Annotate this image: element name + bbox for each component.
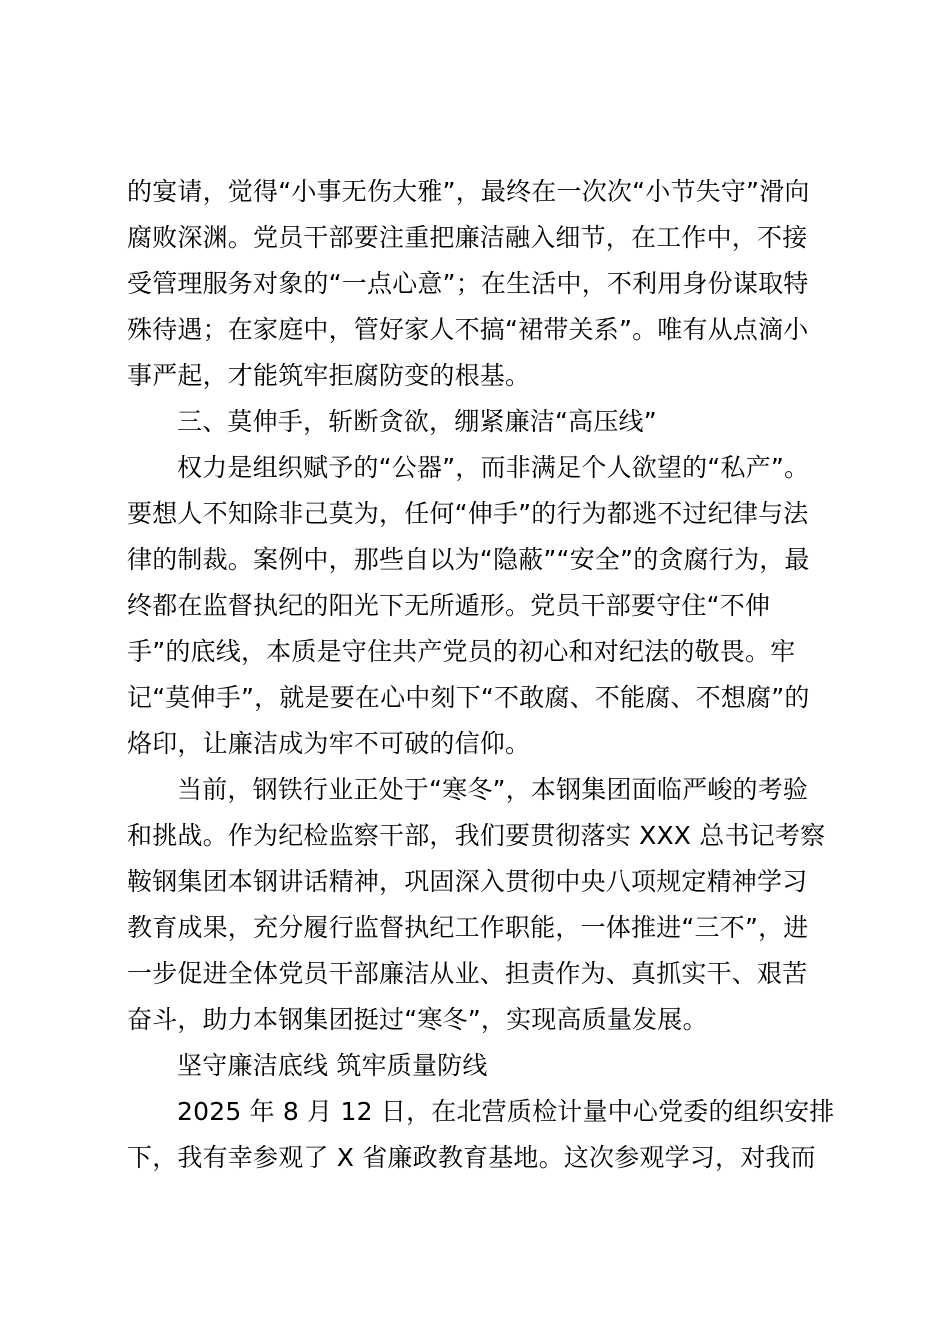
text-line: 和挑战。作为纪检监察干部，我们要贯彻落实 XXX 总书记考察	[127, 821, 826, 850]
text-line: 事严起，才能筑牢拒腐防变的根基。	[127, 361, 531, 390]
text-line: 一步促进全体党员干部廉洁从业、担责作为、真抓实干、艰苦	[127, 959, 808, 988]
article-title: 坚守廉洁底线 筑牢质量防线	[177, 1051, 488, 1080]
text-line: 权力是组织赋予的“公器”，而非满足个人欲望的“私产”。	[177, 453, 810, 482]
text-line: 腐败深渊。党员干部要注重把廉洁融入细节，在工作中，不接	[127, 223, 808, 252]
text-line: 当前，钢铁行业正处于“寒冬”，本钢集团面临严峻的考验	[177, 775, 809, 804]
section-heading: 三、莫伸手，斩断贪欲，绷紧廉洁“高压线”	[177, 407, 657, 436]
text-line: 奋斗，助力本钢集团挺过“寒冬”，实现高质量发展。	[127, 1005, 708, 1034]
text-line: 受管理服务对象的“一点心意”；在生活中，不利用身份谋取特	[127, 269, 809, 298]
text-line: 下，我有幸参观了 X 省廉政教育基地。这次参观学习，对我而	[127, 1143, 816, 1172]
text-line: 烙印，让廉洁成为牢不可破的信仰。	[127, 729, 531, 758]
text-line: 的宴请，觉得“小事无伤大雅”，最终在一次次“小节失守”滑向	[127, 177, 810, 206]
text-line: 教育成果，充分履行监督执纪工作职能，一体推进“三不”，进	[127, 913, 809, 942]
text-line: 殊待遇；在家庭中，管好家人不搞“裙带关系”。唯有从点滴小	[127, 315, 809, 344]
text-line: 要想人不知除非己莫为，任何“伸手”的行为都逃不过纪律与法	[127, 499, 809, 528]
text-line: 律的制裁。案例中，那些自以为“隐蔽”“安全”的贪腐行为，最	[127, 545, 810, 574]
text-line: 终都在监督执纪的阳光下无所遁形。党员干部要守住“不伸	[127, 591, 771, 620]
text-line: 鞍钢集团本钢讲话精神，巩固深入贯彻中央八项规定精神学习	[127, 867, 808, 896]
text-line: 记“莫伸手”，就是要在心中刻下“不敢腐、不能腐、不想腐”的	[127, 683, 810, 712]
text-line: 2025 年 8 月 12 日，在北营质检计量中心党委的组织安排	[177, 1097, 835, 1126]
text-line: 手”的底线，本质是守住共产党员的初心和对纪法的敬畏。牢	[127, 637, 796, 666]
